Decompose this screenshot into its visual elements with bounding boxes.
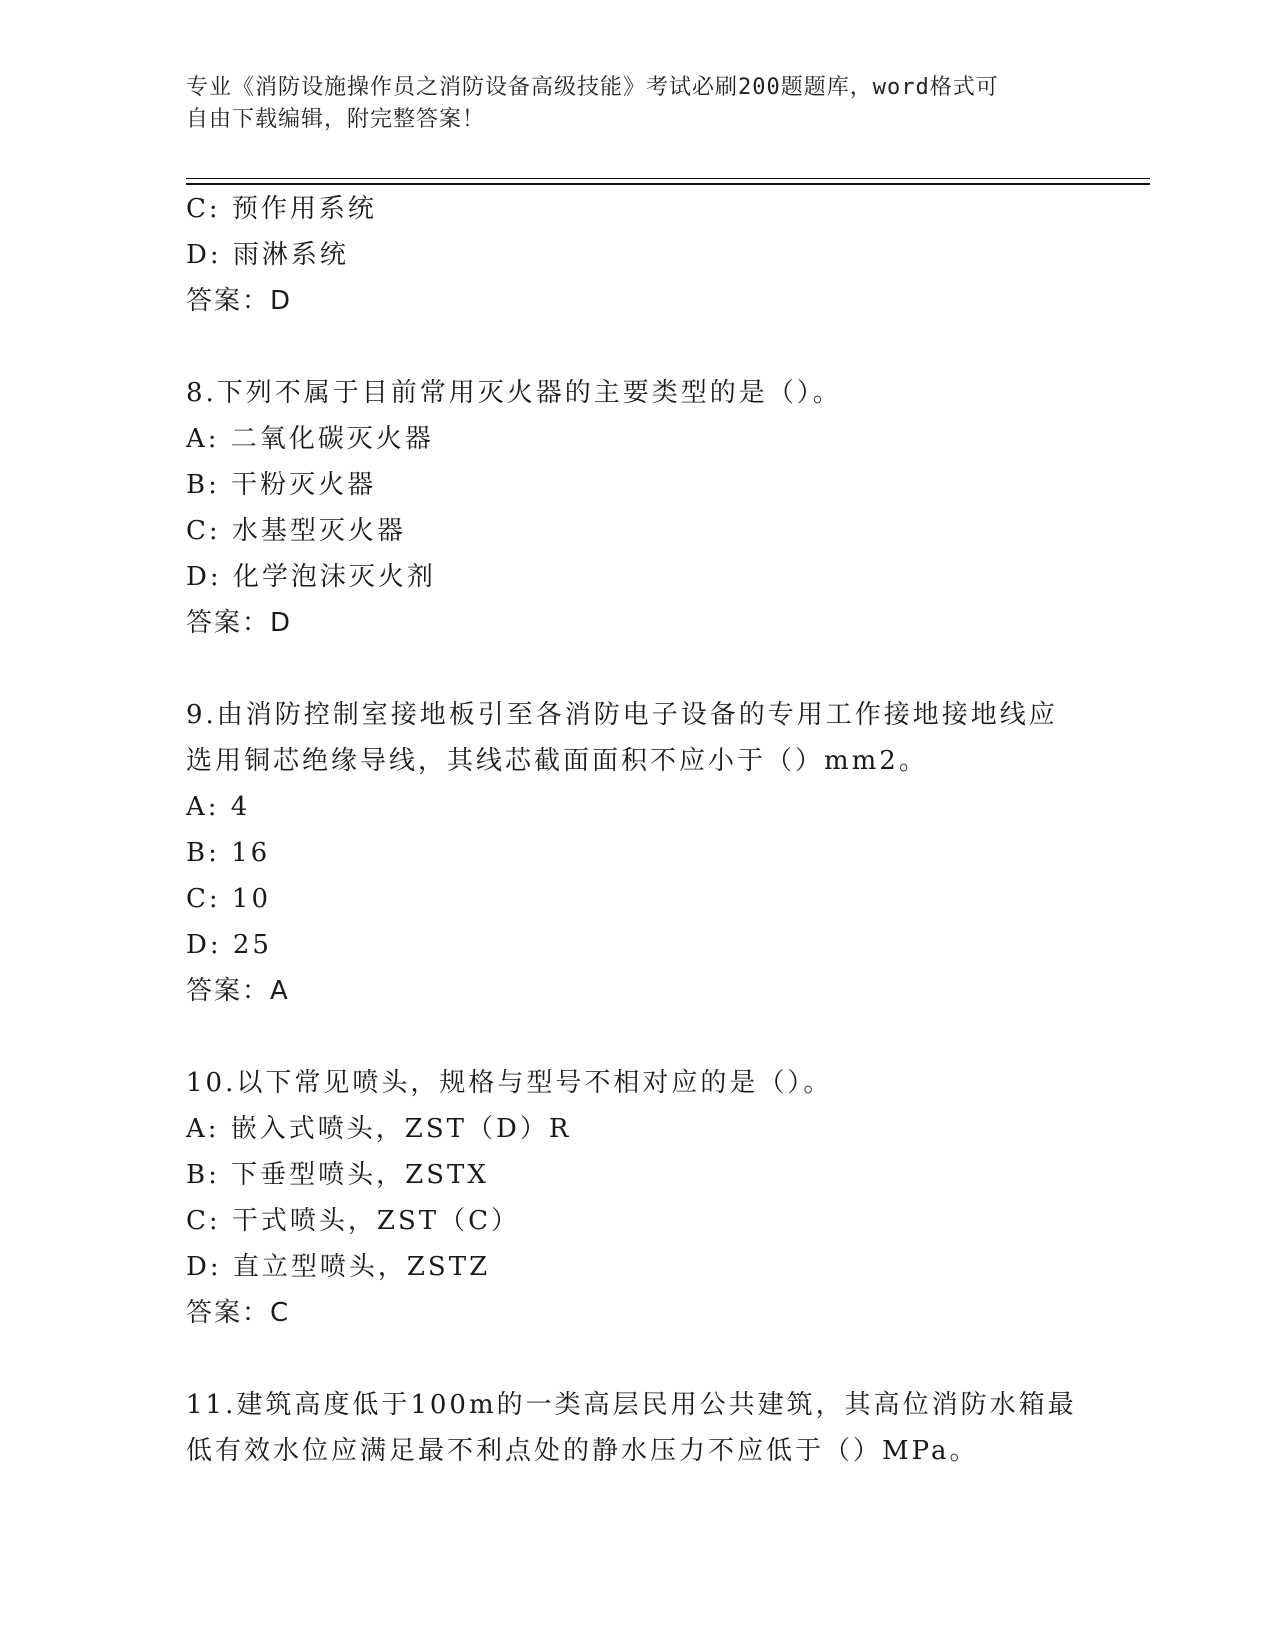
question-content [186, 186, 1086, 1474]
question-text: 10.以下常见喷头，规格与型号不相对应的是（）。 [186, 1068, 833, 1098]
option-b: B: 干粉灭火器 [186, 470, 377, 500]
spacer [186, 324, 1086, 370]
question-text: 选用铜芯绝缘导线，其线芯截面面积不应小于（）mm2。 [186, 746, 928, 776]
question-text: 8.下列不属于目前常用灭火器的主要类型的是（）。 [186, 378, 842, 408]
option-a: A: 二氧化碳灭火器 [186, 424, 434, 454]
option-b: B: 下垂型喷头，ZSTX [186, 1160, 489, 1190]
option-c: C: 预作用系统 [186, 194, 377, 224]
answer-line: 答案：A [186, 976, 290, 1006]
answer-line: 答案：D [186, 608, 293, 638]
document-header [186, 72, 1066, 136]
spacer [186, 646, 1086, 692]
option-d: D: 雨淋系统 [186, 240, 349, 270]
header-line-1: 专业《消防设施操作员之消防设备高级技能》考试必刷200题题库，word格式可 [186, 75, 999, 100]
option-d: D: 25 [186, 930, 272, 960]
question-block [186, 1382, 1086, 1474]
question-text: 11.建筑高度低于100m的一类高层民用公共建筑，其高位消防水箱最 [186, 1390, 1077, 1420]
option-c: C: 10 [186, 884, 272, 914]
spacer [186, 1014, 1086, 1060]
header-divider-thin [186, 178, 1150, 179]
option-a: A: 4 [186, 792, 251, 822]
question-block [186, 1060, 1086, 1336]
option-a: A: 嵌入式喷头，ZST（D）R [186, 1114, 572, 1144]
question-text: 低有效水位应满足最不利点处的静水压力不应低于（）MPa。 [186, 1436, 979, 1466]
answer-line: 答案：C [186, 1298, 291, 1328]
option-c: C: 干式喷头，ZST（C） [186, 1206, 521, 1236]
answer-line: 答案：D [186, 286, 293, 316]
spacer [186, 1336, 1086, 1382]
option-b: B: 16 [186, 838, 271, 868]
header-line-2: 自由下载编辑，附完整答案！ [186, 107, 486, 132]
option-d: D: 直立型喷头，ZSTZ [186, 1252, 491, 1282]
option-c: C: 水基型灭火器 [186, 516, 406, 546]
option-d: D: 化学泡沫灭火剂 [186, 562, 436, 592]
question-text: 9.由消防控制室接地板引至各消防电子设备的专用工作接地接地线应 [186, 700, 1058, 730]
question-block [186, 370, 1086, 646]
question-block [186, 692, 1086, 1014]
header-divider-thick [186, 183, 1150, 185]
